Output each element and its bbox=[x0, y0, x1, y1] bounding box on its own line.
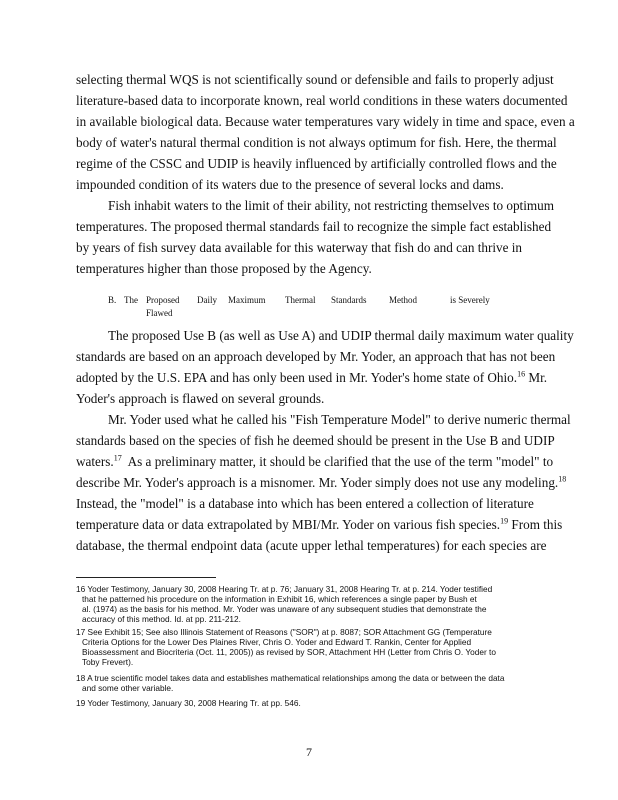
body-line bbox=[76, 370, 556, 386]
body-line bbox=[76, 474, 567, 491]
section-heading-word: Daily bbox=[197, 295, 217, 305]
body-line: standards based on the species of fish he deemed should be present in the Use B and UDIP bbox=[76, 433, 555, 448]
footnote-line: that he patterned his procedure on the information in Exhibit 16, which references a single paper by Bush et bbox=[82, 594, 477, 604]
footnote-ref[interactable]: 18 bbox=[558, 474, 567, 484]
section-heading-word: The bbox=[124, 295, 138, 305]
body-line: Fish inhabit waters to the limit of their ability, not restricting themselves to optimum bbox=[108, 198, 554, 213]
footnote-line: Criteria Options for the Lower Des Plaines River, Chris O. Yoder and Edward T. Rankin, Center for Applied bbox=[82, 637, 472, 647]
body-text: As a preliminary matter, it should be clarified that the use of the term "model" to bbox=[127, 454, 554, 469]
body-line: by years of fish survey data available for this waterway that fish do and can thrive in bbox=[76, 240, 523, 255]
body-line bbox=[76, 516, 563, 533]
footnote-line: al. (1974) as the basis for his method. Mr. Yoder was unaware of any subsequent studies that demonstrate the bbox=[82, 604, 487, 614]
footnote-line: and some other variable. bbox=[82, 683, 174, 693]
body-line: temperatures higher than those proposed by the Agency. bbox=[76, 261, 372, 276]
body-line: database, the thermal endpoint data (acute upper lethal temperatures) for each species are bbox=[76, 538, 547, 553]
body-line: body of water's natural thermal condition is not always optimum for fish. Here, the thermal bbox=[76, 135, 557, 150]
body-line: selecting thermal WQS is not scientifically sound or defensible and fails to properly adjust bbox=[76, 72, 554, 87]
body-text: From this bbox=[511, 517, 563, 532]
body-text: adopted by the U.S. EPA and has only been used in Mr. Yoder's home state of Ohio. bbox=[76, 370, 518, 385]
section-heading-word: Thermal bbox=[285, 295, 316, 305]
body-line: impounded condition of its waters due to the presence of several locks and dams. bbox=[76, 177, 504, 192]
body-text: temperature data or data extrapolated by MBI/Mr. Yoder on various fish species. bbox=[76, 517, 501, 532]
footnote-line: 19 Yoder Testimony, January 30, 2008 Hearing Tr. at pp. 546. bbox=[76, 698, 301, 708]
footnote-line: Bioassessment and Biocriteria (Oct. 11, 2005)) as revised by SOR, Attachment HH (Letter from Chris O. Yoder to bbox=[82, 647, 496, 657]
body-text: Mr. bbox=[528, 370, 548, 385]
section-heading-word: Flawed bbox=[146, 308, 173, 318]
body-line: temperatures. The proposed thermal standards fail to recognize the simple fact established bbox=[76, 219, 552, 234]
section-heading-word: is Severely bbox=[450, 295, 490, 305]
body-text: waters. bbox=[76, 454, 114, 469]
body-line: in available biological data. Because water temperatures vary widely in time and space, even a bbox=[76, 114, 575, 129]
footnote-line: Toby Frevert). bbox=[82, 657, 134, 667]
body-line: Mr. Yoder used what he called his "Fish Temperature Model" to derive numeric thermal bbox=[108, 412, 571, 427]
body-line: The proposed Use B (as well as Use A) and UDIP thermal daily maximum water quality bbox=[108, 328, 574, 343]
section-heading-word: Maximum bbox=[228, 295, 266, 305]
body-line: Instead, the "model" is a database into which has been entered a collection of literature bbox=[76, 496, 534, 511]
footnote-ref[interactable]: 17 bbox=[113, 453, 122, 463]
footnote-separator bbox=[76, 577, 216, 578]
section-heading-word: Method bbox=[389, 295, 417, 305]
footnote-line: 18 A true scientific model takes data and establishes mathematical relationships among the data or between the data bbox=[76, 673, 505, 683]
section-heading-word: Proposed bbox=[146, 295, 180, 305]
footnote-line: 17 See Exhibit 15; See also Illinois Statement of Reasons ("SOR") at p. 8087; SOR Attachment GG (Temperature bbox=[76, 627, 492, 637]
body-line: standards are based on an approach developed by Mr. Yoder, an approach that has not been bbox=[76, 349, 556, 364]
body-line: regime of the CSSC and UDIP is heavily influenced by artificially controlled flows and the bbox=[76, 156, 557, 171]
body-line bbox=[76, 454, 556, 470]
body-line: literature-based data to incorporate known, real world conditions in these waters documented bbox=[76, 93, 568, 108]
section-heading-word: Standards bbox=[331, 295, 367, 305]
body-text: describe Mr. Yoder's approach is a misnomer. Mr. Yoder simply does not use any modeling. bbox=[76, 475, 559, 490]
footnote-ref[interactable]: 16 bbox=[517, 369, 526, 379]
body-line: Yoder's approach is flawed on several grounds. bbox=[76, 391, 325, 406]
page-number: 7 bbox=[306, 745, 312, 759]
footnote-ref[interactable]: 19 bbox=[500, 516, 509, 526]
footnote-line: 16 Yoder Testimony, January 30, 2008 Hearing Tr. at p. 76; January 31, 2008 Hearing Tr. at p. 214. Yoder testified bbox=[76, 584, 493, 594]
section-heading-word: B. bbox=[108, 295, 117, 305]
footnote-line: accuracy of this method. Id. at pp. 211-212. bbox=[82, 614, 241, 624]
